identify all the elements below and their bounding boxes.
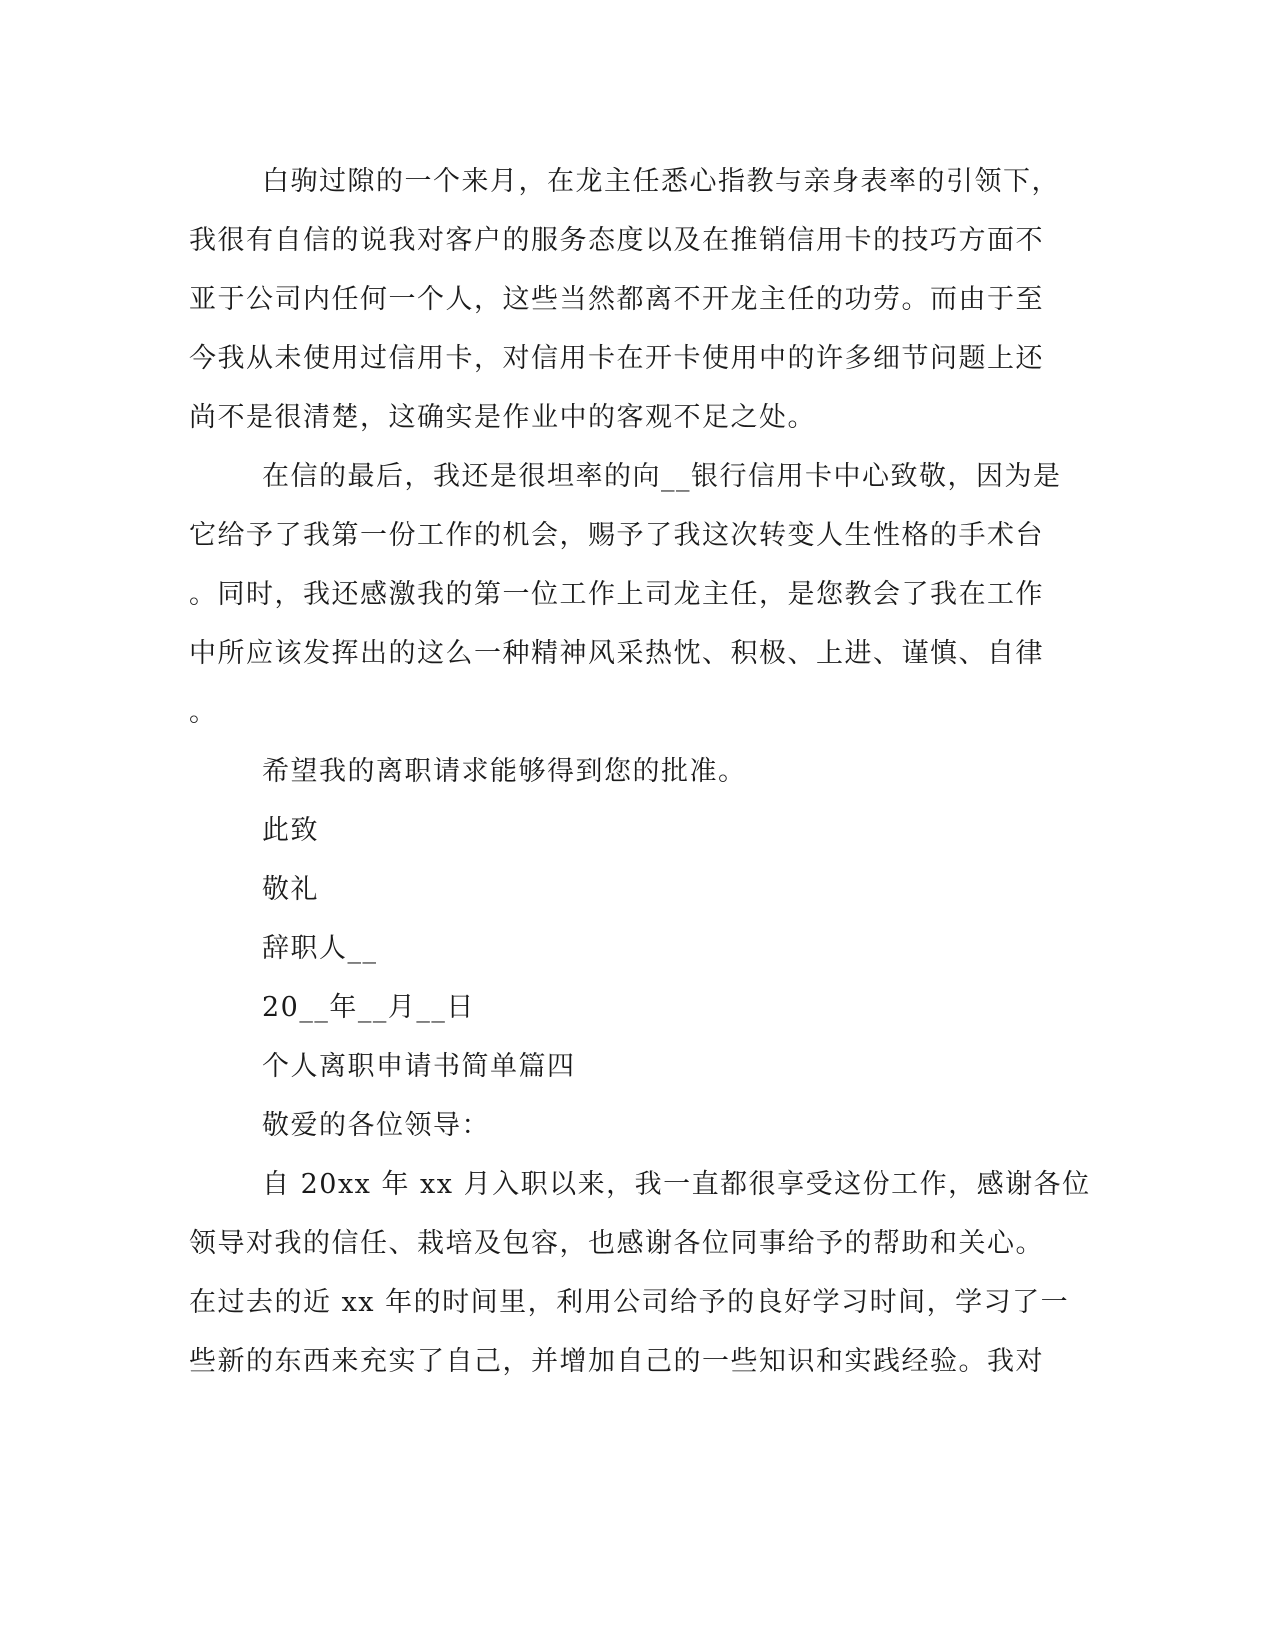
signature-line: 辞职人__ bbox=[262, 933, 378, 964]
paragraph-line: 白驹过隙的一个来月，在龙主任悉心指教与亲身表率的引领下， bbox=[262, 166, 1060, 197]
paragraph-line: 。同时，我还感激我的第一位工作上司龙主任，是您教会了我在工作 bbox=[189, 579, 1044, 610]
paragraph-line: 些新的东西来充实了自己，并增加自己的一些知识和实践经验。我对 bbox=[189, 1346, 1044, 1377]
salutation-cizhi: 此致 bbox=[262, 815, 319, 846]
salutation-jingli: 敬礼 bbox=[262, 874, 319, 905]
paragraph-line: 。 bbox=[189, 697, 218, 728]
paragraph-line: 在信的最后，我还是很坦率的向__银行信用卡中心致敬，因为是 bbox=[262, 461, 1062, 492]
paragraph-line: 在过去的近 xx 年的时间里，利用公司给予的良好学习时间，学习了一 bbox=[189, 1287, 1070, 1318]
paragraph-line: 尚不是很清楚，这确实是作业中的客观不足之处。 bbox=[189, 402, 816, 433]
greeting: 敬爱的各位领导： bbox=[262, 1110, 490, 1141]
closing-request: 希望我的离职请求能够得到您的批准。 bbox=[262, 756, 747, 787]
paragraph-line: 我很有自信的说我对客户的服务态度以及在推销信用卡的技巧方面不 bbox=[189, 225, 1044, 256]
paragraph-line: 亚于公司内任何一个人，这些当然都离不开龙主任的功劳。而由于至 bbox=[189, 284, 1044, 315]
paragraph-line: 今我从未使用过信用卡，对信用卡在开卡使用中的许多细节问题上还 bbox=[189, 343, 1044, 374]
date-line: 20__年__月__日 bbox=[262, 992, 475, 1023]
paragraph-line: 自 20xx 年 xx 月入职以来，我一直都很享受这份工作，感谢各位 bbox=[262, 1169, 1091, 1200]
section-title: 个人离职申请书简单篇四 bbox=[262, 1051, 576, 1082]
paragraph-line: 它给予了我第一份工作的机会，赐予了我这次转变人生性格的手术台 bbox=[189, 520, 1044, 551]
paragraph-line: 领导对我的信任、栽培及包容，也感谢各位同事给予的帮助和关心。 bbox=[189, 1228, 1044, 1259]
paragraph-line: 中所应该发挥出的这么一种精神风采热忱、积极、上进、谨慎、自律 bbox=[189, 638, 1044, 669]
